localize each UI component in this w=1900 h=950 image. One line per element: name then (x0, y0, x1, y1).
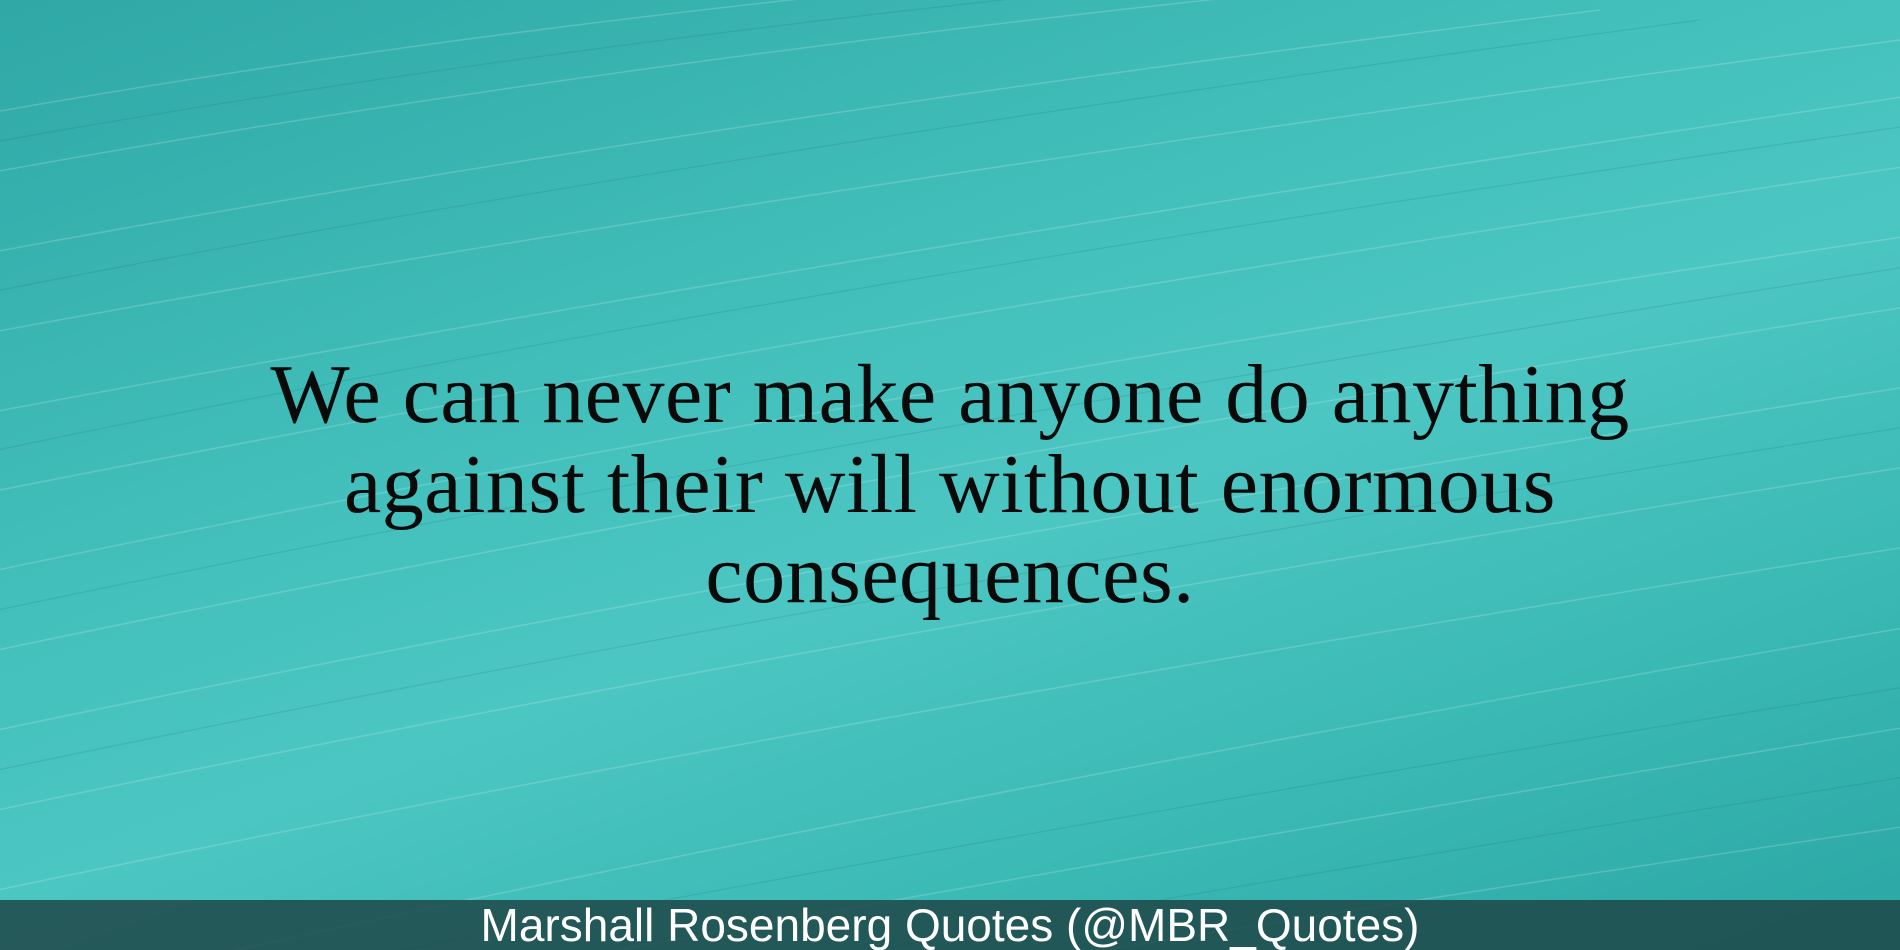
quote-text: We can never make anyone do anything against their will without enormous consequences. (270, 348, 1630, 621)
attribution-text: Marshall Rosenberg Quotes (@MBR_Quotes) (480, 899, 1420, 950)
attribution-bar (0, 900, 1900, 950)
